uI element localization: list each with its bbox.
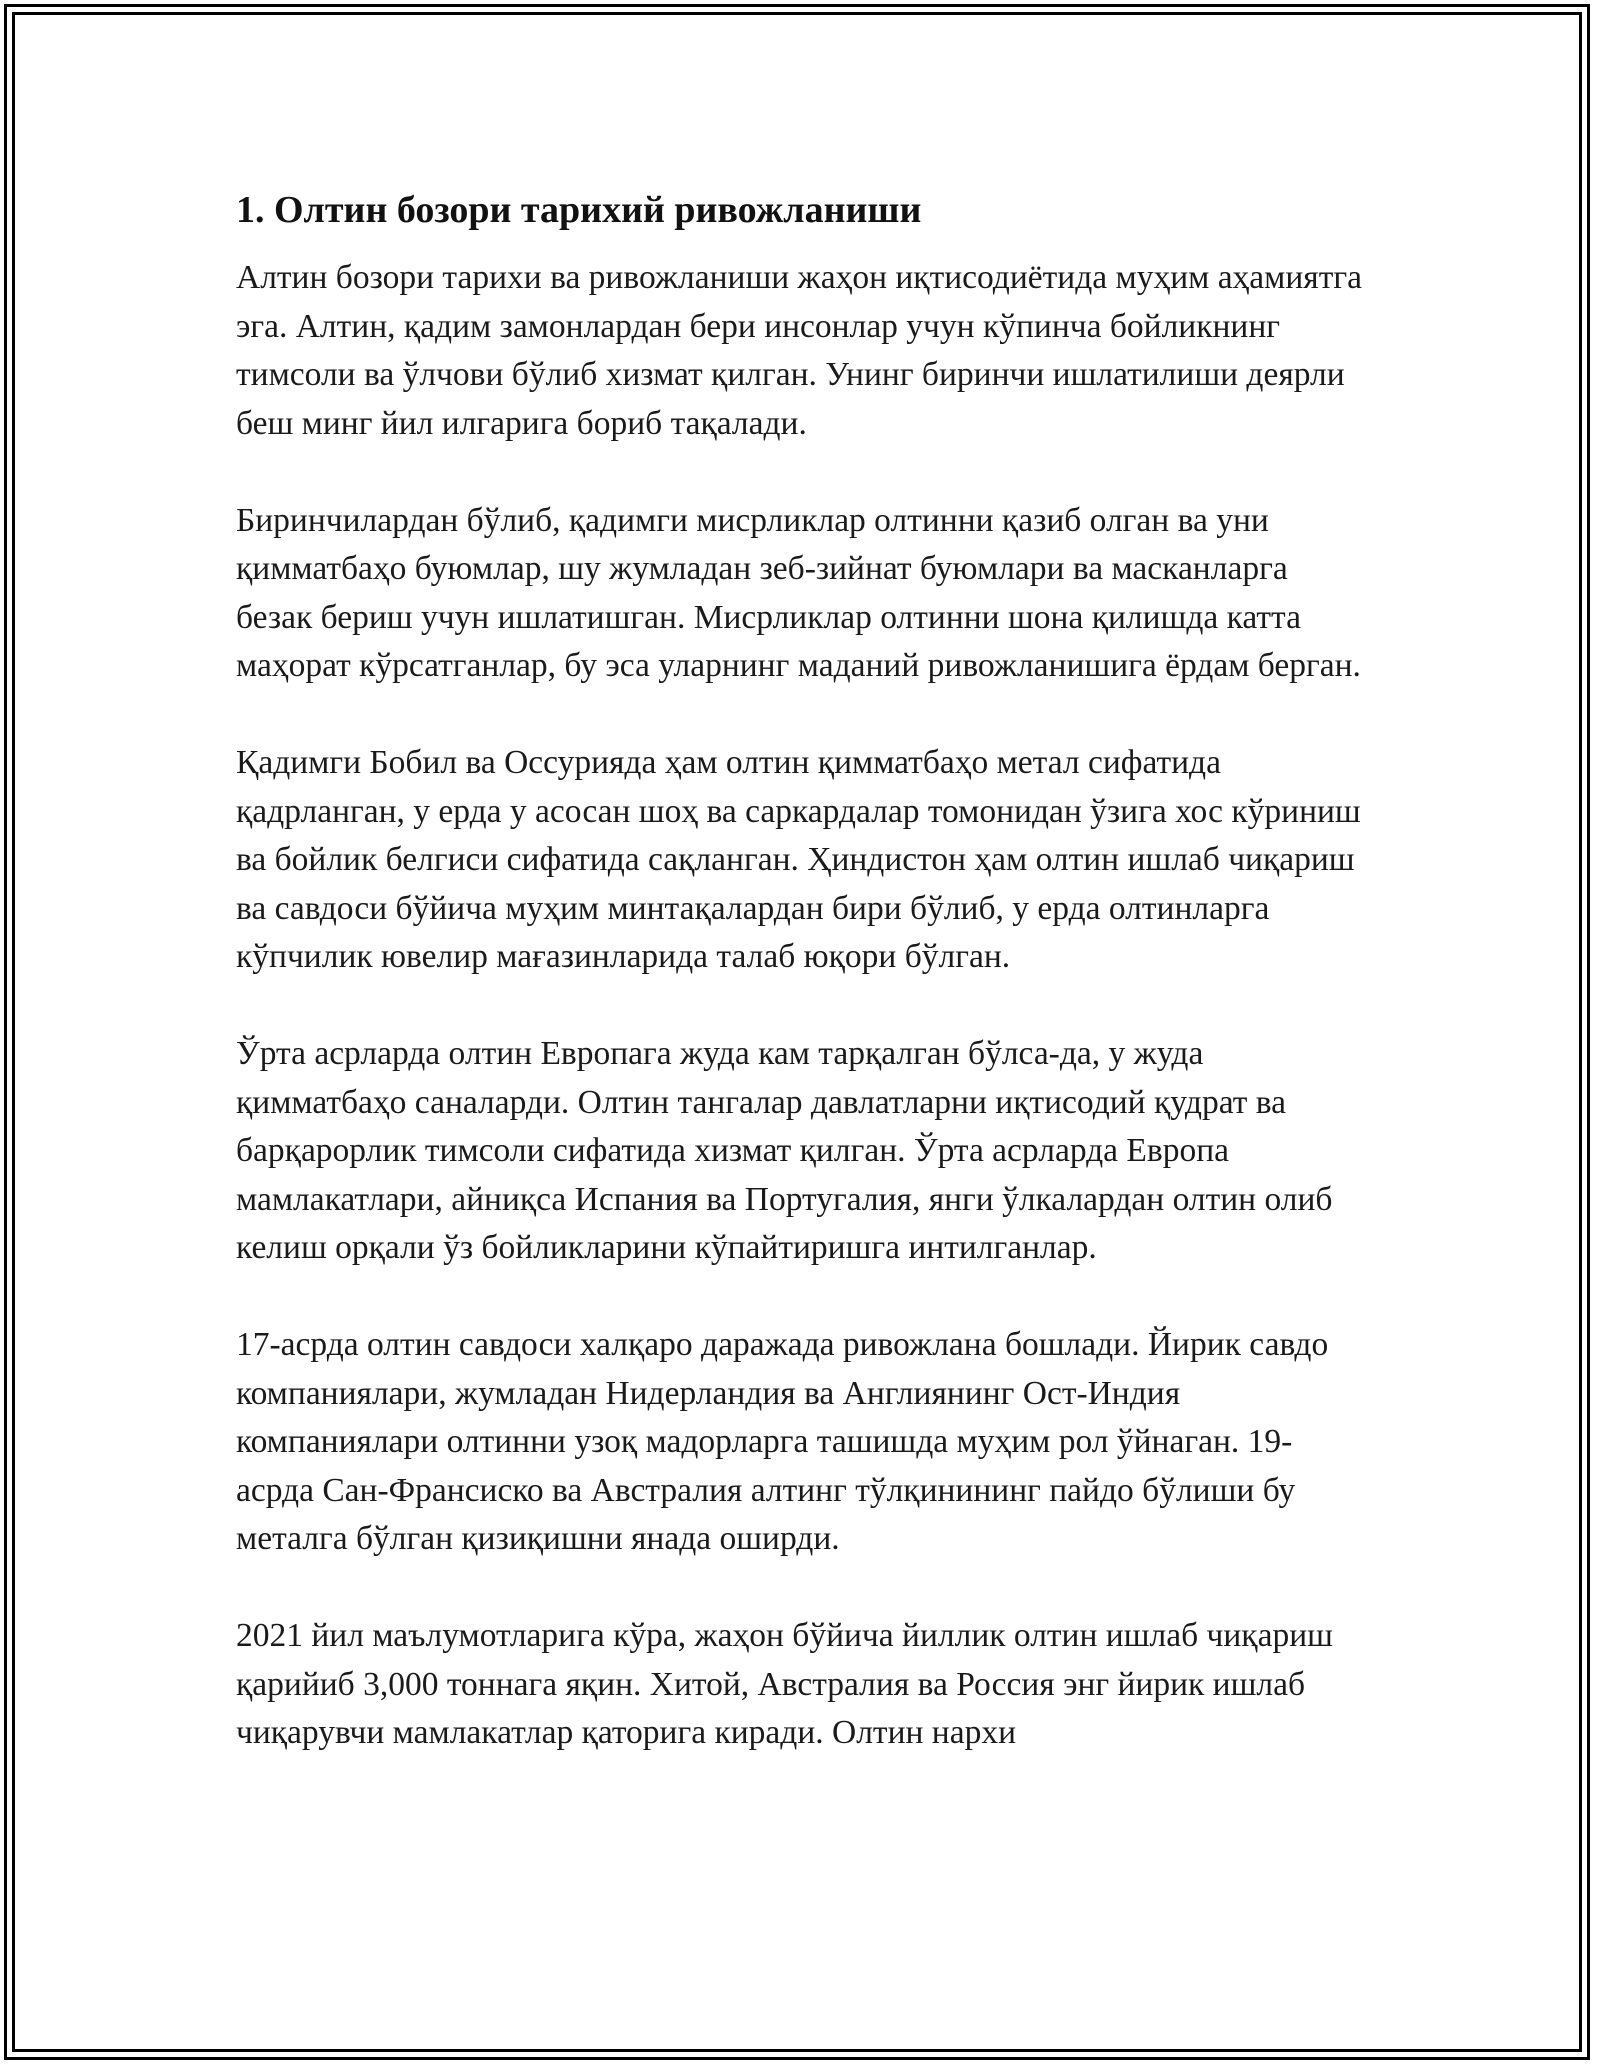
paragraph-1: Алтин бозори тарихи ва ривожланиши жаҳон иқтисодиётида муҳим аҳамиятга эга. Алтин, қадим замонлардан бери инсонлар учун кўпинча бойликнинг тимсоли ва ўлчови бўлиб хизмат қилган. Унинг биринчи ишлатилиши деярли беш минг йил илгарига бориб тақалади. xyxy=(236,259,1362,442)
paragraph-5: 17-асрда олтин савдоси халқаро даражада ривожлана бошлади. Йирик савдо компаниялари, жумладан Нидерландия ва Англиянинг Ост-Индия компаниялари олтинни узоқ мадорларга ташишда муҳим рол ўйнаган. 19-асрда Сан-Франсиско ва Австралия алтинг тўлқинининг пайдо бўлиши бу металга бўлган қизиқишни янада оширди. xyxy=(236,1326,1329,1557)
paragraph-6: 2021 йил маълумотларига кўра, жаҳон бўйича йиллик олтин ишлаб чиқариш қарийиб 3,000 тоннага яқин. Хитой, Австралия ва Россия энг йирик ишлаб чиқарувчи мамлакатлар қаторига киради. Олтин нархи xyxy=(236,1617,1333,1751)
paragraph-4: Ўрта асрларда олтин Европага жуда кам тарқалган бўлса-да, у жуда қимматбаҳо саналарди. Олтин тангалар давлатларни иқтисодий қудрат ва барқарорлик тимсоли сифатида хизмат қилган. Ўрта асрларда Европа мамлакатлари, айниқса Испания ва Португалия, янги ўлкалардан олтин олиб келиш орқали ўз бойликларини кўпайтиришга интилганлар. xyxy=(236,1035,1333,1266)
paragraph-2: Биринчилардан бўлиб, қадимги мисрликлар олтинни қазиб олган ва уни қимматбаҳо буюмлар, шу жумладан зеб-зийнат буюмлари ва масканларга безак бериш учун ишлатишган. Мисрликлар олтинни шона қилишда катта маҳорат кўрсатганлар, бу эса уларнинг маданий ривожланишига ёрдам берган. xyxy=(236,501,1361,684)
section-heading: 1. Олтин бозори тарихий ривожланиши xyxy=(236,189,922,231)
paragraph-3: Қадимги Бобил ва Оссурияда ҳам олтин қимматбаҳо метал сифатида қадрланган, у ерда у асосан шоҳ ва саркардалар томонидан ўзига хос кўриниш ва бойлик белгиси сифатида сақланган. Ҳиндистон ҳам олтин ишлаб чиқариш ва савдоси бўйича муҳим минтақалардан бири бўлиб, у ерда олтинларга кўпчилик ювелир мағазинларида талаб юқори бўлган. xyxy=(236,744,1361,975)
document-body xyxy=(236,186,1364,1806)
